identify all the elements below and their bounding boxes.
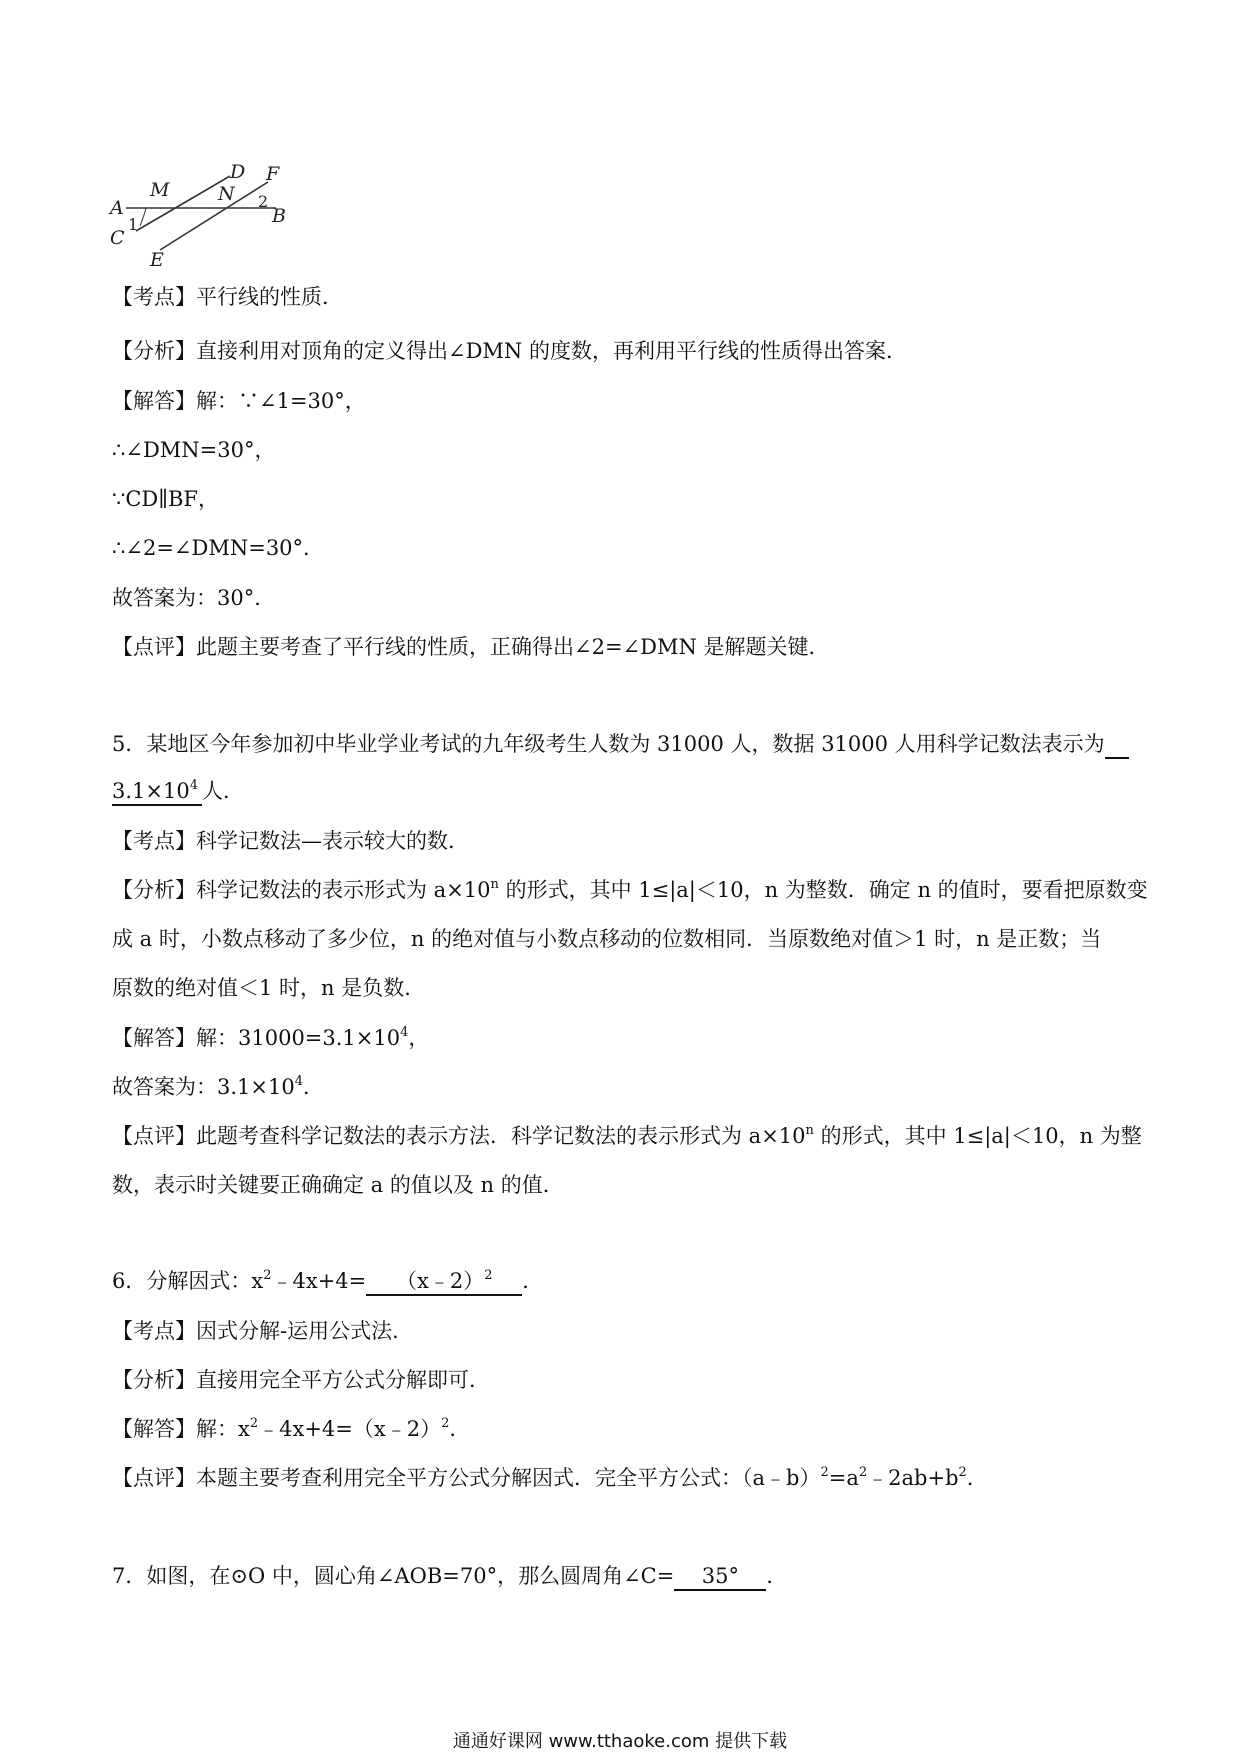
- page-footer: 通通好课网 www.tthaoke.com 提供下载: [452, 1731, 788, 1752]
- label-e: E: [150, 249, 164, 266]
- q5-fenxi-3: 原数的绝对值＜1 时，n 是负数．: [112, 976, 426, 1000]
- q4-step-3: ∴∠2=∠DMN=30°．: [112, 536, 325, 560]
- q4-dianping: 【点评】此题主要考查了平行线的性质，正确得出∠2=∠DMN 是解题关键．: [112, 635, 830, 659]
- label-d: D: [230, 161, 246, 183]
- q4-step-2: ∵CD∥BF，: [112, 487, 219, 511]
- label-m: M: [150, 179, 170, 201]
- q5-question-end: 人．: [202, 779, 244, 803]
- q5-jieda: 【解答】解：$31000=3.1\times 10^4$，: [112, 1025, 430, 1050]
- parallel-lines-figure: [108, 156, 328, 266]
- q4-step-1: ∴∠DMN=30°，: [112, 438, 276, 462]
- q4-answer: 故答案为：30°．: [112, 586, 276, 610]
- q5-dianping-1: 【点评】此题考查科学记数法的表示方法．科学记数法的表示形式为 $a\times 10^n$ 的形式，其中 1≤|a|＜10，n 为整: [112, 1123, 1142, 1148]
- q5-answer-blank: $3.1\times 10^4$: [112, 778, 202, 806]
- q5-answer: 故答案为：$3.1\times 10^4$．: [112, 1074, 324, 1099]
- q5-fenxi-2: 成 a 时，小数点移动了多少位，n 的绝对值与小数点移动的位数相同．当原数绝对值＞1 时，n 是正数；当: [112, 927, 1102, 951]
- q4-fenxi: 【分析】直接利用对顶角的定义得出∠DMN 的度数，再利用平行线的性质得出答案．: [112, 339, 907, 363]
- q6-answer-blank: （x﹣2）$^2$: [366, 1268, 522, 1296]
- label-f: F: [266, 163, 280, 185]
- q5-blank-start: [1105, 731, 1129, 759]
- q6-jieda: 【解答】解：$x^2﹣4x+4=(x﹣2)^2$．: [112, 1416, 471, 1441]
- q6-fenxi: 【分析】直接用完全平方公式分解即可．: [112, 1368, 490, 1392]
- q5-question-text: 5．某地区今年参加初中毕业学业考试的九年级考生人数为 31000 人，数据 31000 人用科学记数法表示为: [112, 732, 1105, 756]
- q5-dianping-2: 数，表示时关键要正确确定 a 的值以及 n 的值．: [112, 1173, 564, 1197]
- angle-1-arc: [140, 208, 146, 226]
- label-a: A: [110, 197, 124, 219]
- q5-answer-line: [112, 776, 244, 806]
- q4-kaodian: 【考点】平行线的性质．: [112, 285, 343, 309]
- q4-jieda: 【解答】解：∵∠1=30°，: [112, 389, 366, 413]
- q7-question: 7．如图，在⊙O 中，圆心角∠AOB=70°，那么圆周角∠C= 35° ．: [112, 1561, 787, 1591]
- q5-kaodian: 【考点】科学记数法—表示较大的数．: [112, 829, 469, 853]
- q7-answer-blank: 35°: [674, 1563, 766, 1591]
- q5-fenxi-1: 【分析】科学记数法的表示形式为 $a\times 10^n$ 的形式，其中 1≤|a|＜10，n 为整数．确定 n 的值时，要看把原数变: [112, 877, 1148, 902]
- q5-question: [112, 729, 1129, 759]
- label-n: N: [218, 183, 235, 205]
- label-b: B: [272, 205, 286, 227]
- label-c: C: [110, 227, 125, 249]
- line-ef: [160, 182, 268, 250]
- label-angle-2: 2: [258, 192, 269, 211]
- label-angle-1: 1: [128, 215, 139, 234]
- q6-kaodian: 【考点】因式分解-运用公式法．: [112, 1319, 414, 1343]
- q6-dianping: 【点评】本题主要考查利用完全平方公式分解因式．完全平方公式：$(a﹣b)^2=a^2﹣2ab+b^2$．: [112, 1465, 988, 1490]
- q6-question: 6．分解因式：$x^2﹣4x+4=$ （x﹣2）$^2$ ．: [112, 1266, 543, 1296]
